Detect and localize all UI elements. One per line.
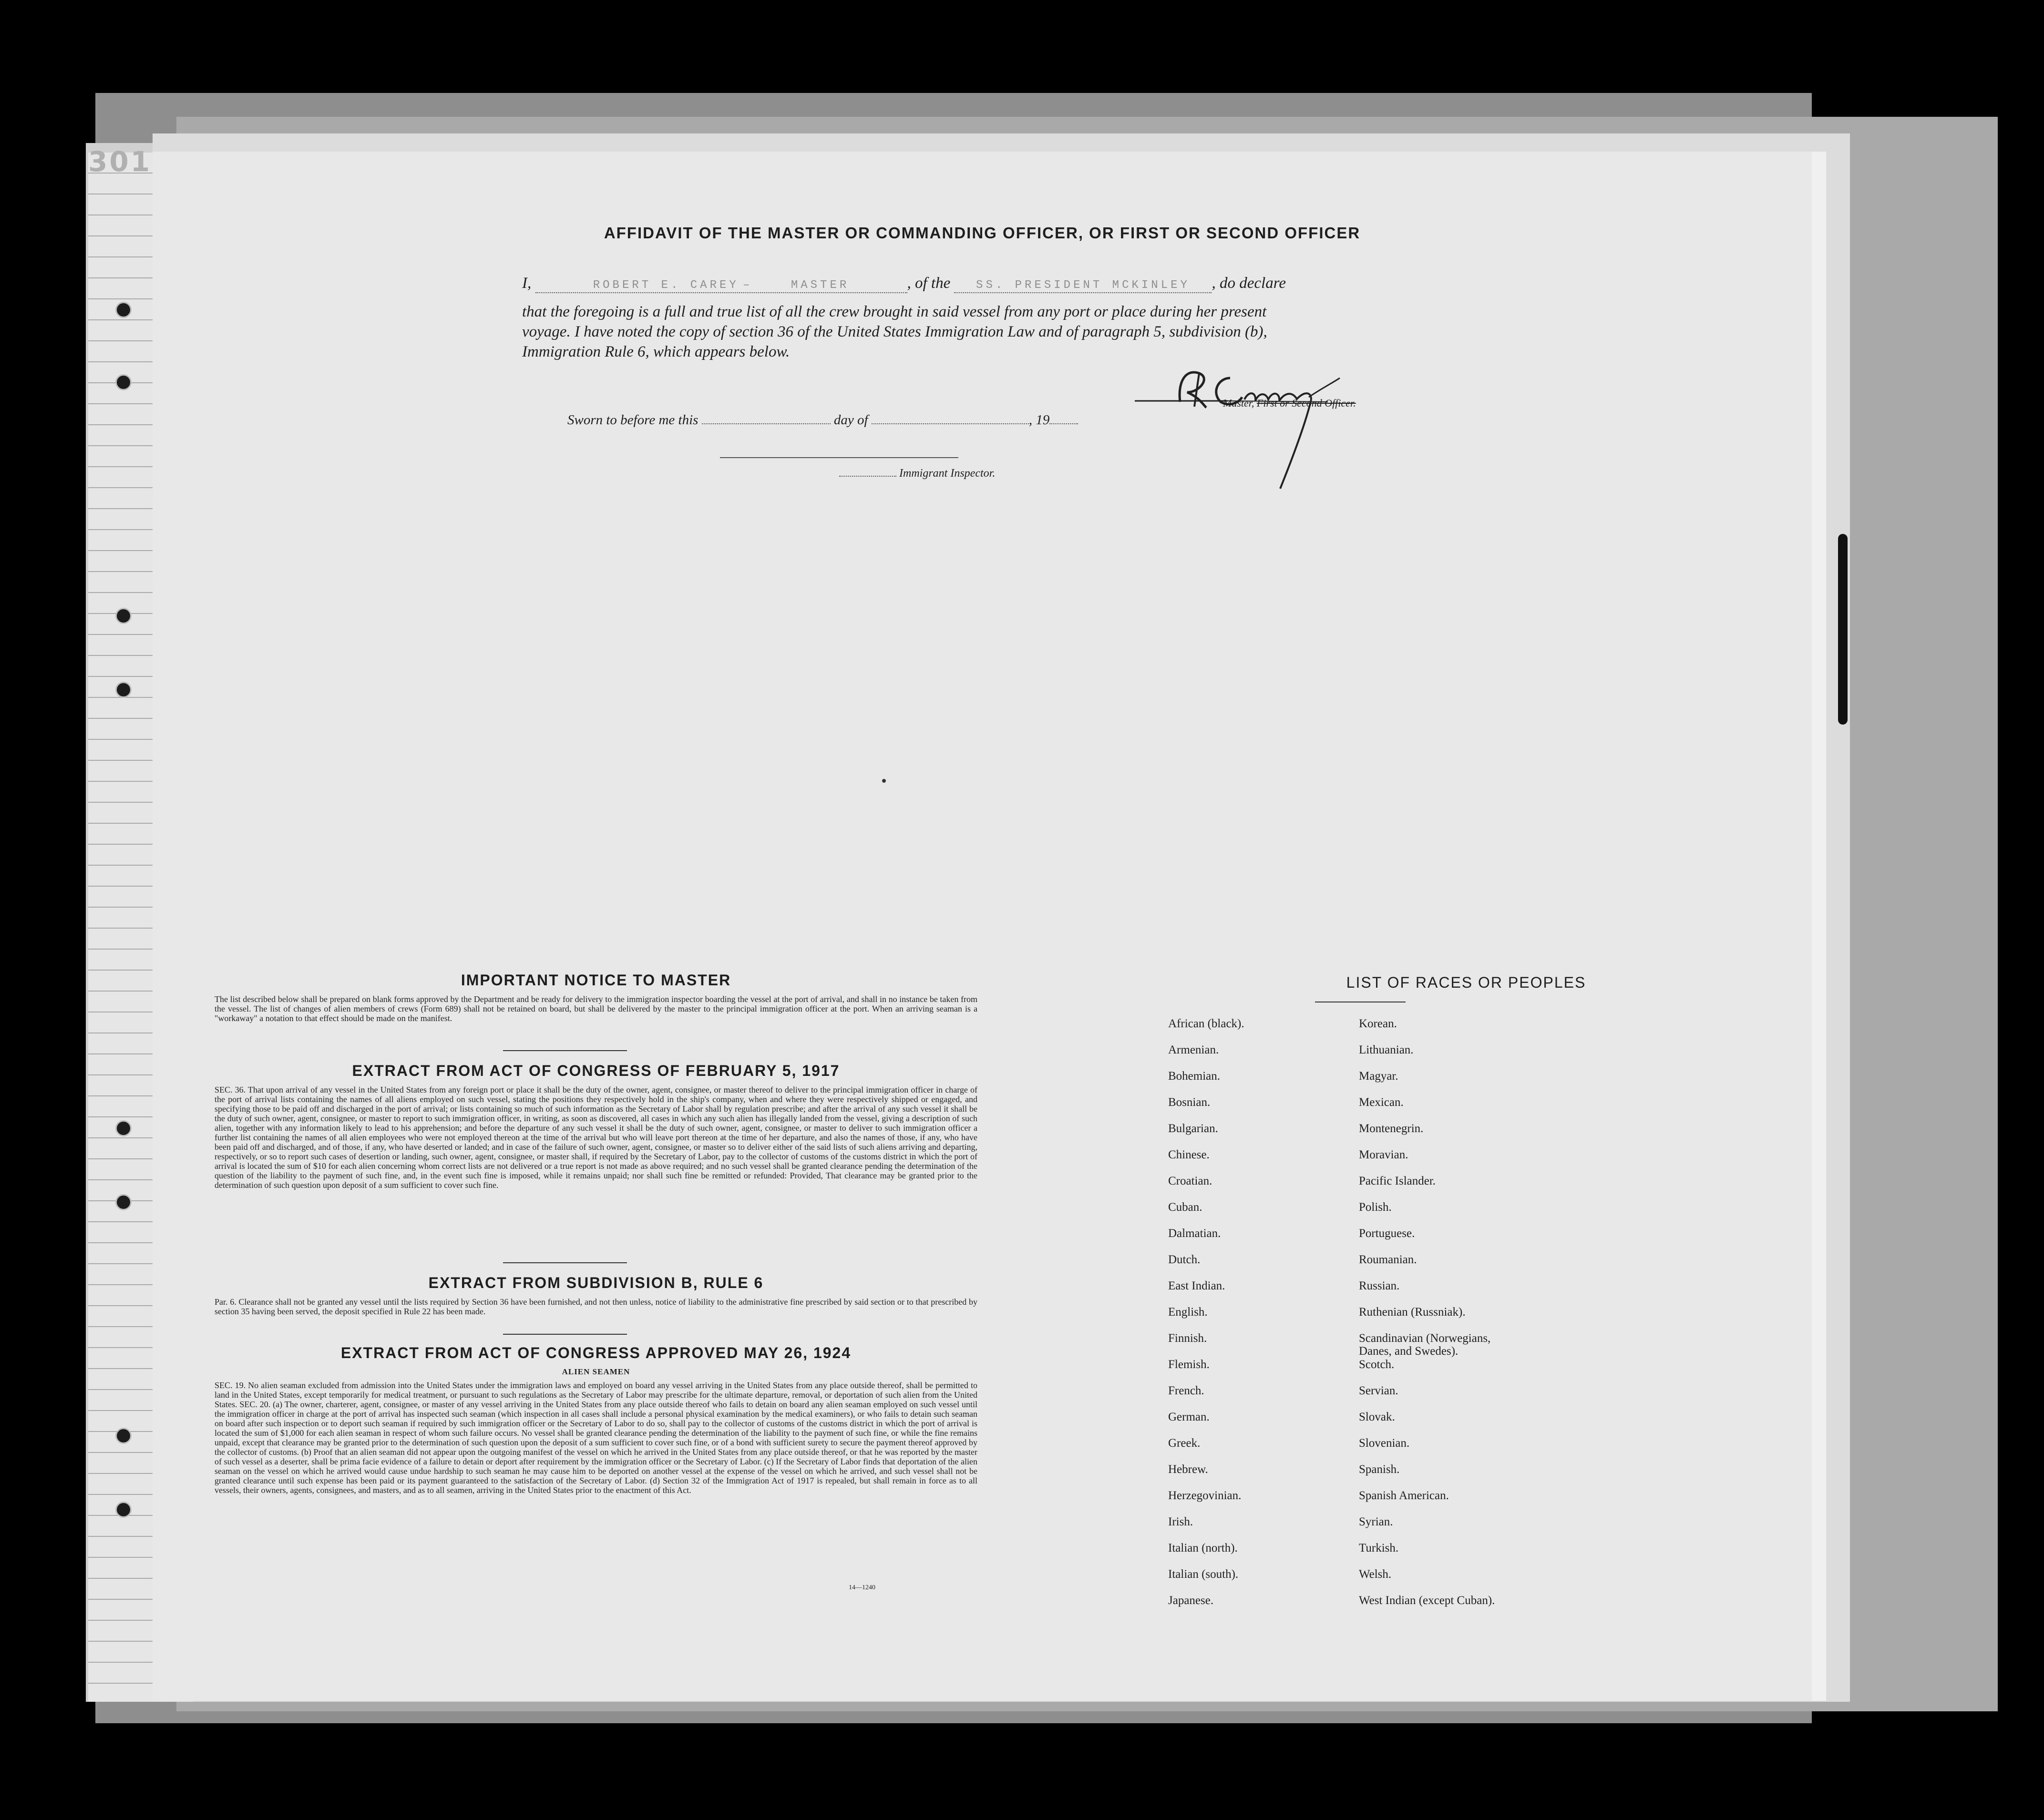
race-item: West Indian (except Cuban). (1359, 1594, 1495, 1607)
punch-hole (115, 1120, 132, 1136)
divider (503, 1050, 627, 1051)
races-title: LIST OF RACES OR PEOPLES (1346, 974, 1586, 991)
race-item: Irish. (1168, 1515, 1193, 1528)
race-item: Spanish American. (1359, 1489, 1449, 1502)
race-item: African (black). (1168, 1017, 1244, 1030)
race-item: Italian (south). (1168, 1568, 1239, 1581)
speck (882, 779, 886, 783)
master-name: ROBERT E. CAREY (593, 279, 739, 292)
punch-hole (115, 1194, 132, 1210)
form-number: 14—1240 (849, 1584, 875, 1591)
race-item: Slovenian. (1359, 1437, 1410, 1450)
divider (503, 1262, 627, 1263)
race-item: Finnish. (1168, 1332, 1207, 1345)
race-item: Dutch. (1168, 1253, 1201, 1266)
manifest-page (153, 152, 1812, 1701)
race-item: Moravian. (1359, 1148, 1408, 1161)
race-item: Flemish. (1168, 1358, 1210, 1371)
affidavit-declaration-line (522, 275, 1286, 293)
of-the-label: , of the (907, 275, 951, 292)
race-item: Mexican. (1359, 1096, 1404, 1109)
extract-rule6-text: Par. 6. Clearance shall not be granted any vessel until the lists required by Section 36 have been furnished, and not then unless, notice of liability to the administrative fine prescribed by said section or to that prescribed by section 35 having been served, the deposit specified in Rule 22 has been made. (215, 1297, 977, 1316)
affidavit-text-line: Immigration Rule 6, which appears below. (522, 343, 790, 360)
race-item: Spanish. (1359, 1463, 1400, 1476)
race-item: Scandinavian (Norwegians, Danes, and Swedes). (1359, 1332, 1491, 1358)
race-item: Croatian. (1168, 1175, 1212, 1187)
race-item: Chinese. (1168, 1148, 1210, 1161)
race-item: Bohemian. (1168, 1070, 1221, 1083)
race-item: Cuban. (1168, 1201, 1202, 1214)
race-item: Scotch. (1359, 1358, 1395, 1371)
race-item: Hebrew. (1168, 1463, 1208, 1476)
extract-1924-text: SEC. 19. No alien seaman excluded from admission into the United States under the immigration laws and employed on board any vessel arriving in the United States from any place outside thereof, shall be permitted to land in the United States, except temporarily for medical treatment, or pursuant to such regulations as the Secretary of Labor may prescribe for the ultimate departure, removal, or deportation of such alien from the United States. SEC. 20. (a) The owner, charterer, agent, consignee, or master of any vessel arriving in the United States from any place outside thereof who fails to detain on board any alien seaman employed on such vessel until the immigration officer in charge at the port of arrival has inspected such seaman (which inspection in all cases shall include a personal physical examination by the medical examiners), or who fails to detain such seaman on board after such inspection or to deport such seaman if required by such immigration officer or the Secretary of Labor to do so, shall pay to the collector of customs of the customs district in which the port of arrival is located the sum of $1,000 for each alien seaman in respect of whom such failure occurs. No vessel shall be granted clearance pending the determination of the liability to the payment of such fine, or while the fine remains unpaid, except that clearance may be granted prior to the determination of such question upon the deposit of a sum sufficient to cover such fine, or of a bond with sufficient surety to secure the payment thereof approved by the collector of customs. (b) Proof that an alien seaman did not appear upon the outgoing manifest of the vessel on which he arrived in the United States from any place outside thereof, or that he was reported by the master of such vessel as a deserter, shall be prima facie evidence of a failure to detain or deport after requirement by the immigration officer or the Secretary of Labor. (c) If the Secretary of Labor finds that deportation of the alien seaman on the vessel on which he arrived would cause undue hardship to such seaman he may cause him to be deported on another vessel at the expense of the vessel on which he arrived, and such vessel shall not be granted clearance until such expense has been paid or its payment guaranteed to the satisfaction of the Secretary of Labor. (d) Section 32 of the Immigration Act of 1917 is repealed, but shall remain in force as to all vessels, their owners, agents, consignees, and masters, and as to all seamen, arriving in the United States prior to the enactment of this Act. (215, 1380, 977, 1495)
race-item: Lithuanian. (1359, 1043, 1414, 1056)
alien-seamen-subtitle: ALIEN SEAMEN (562, 1367, 630, 1376)
punch-hole (115, 374, 132, 390)
race-item: Bosnian. (1168, 1096, 1211, 1109)
punch-hole (115, 682, 132, 698)
punch-hole (115, 1428, 132, 1444)
race-item: Syrian. (1359, 1515, 1393, 1528)
signature-caption: Master, First or Second Officer. (1223, 397, 1356, 409)
race-item: Dalmatian. (1168, 1227, 1221, 1240)
inspector-caption: Immigrant Inspector. (839, 467, 995, 480)
race-item: Herzegovinian. (1168, 1489, 1242, 1502)
struck-title: First or Second Officer. (1256, 397, 1356, 409)
punch-hole (115, 1502, 132, 1518)
race-item: Armenian. (1168, 1043, 1219, 1056)
race-item: Welsh. (1359, 1568, 1392, 1581)
race-item: Pacific Islander. (1359, 1175, 1436, 1187)
divider (503, 1334, 627, 1335)
affidavit-text-line: that the foregoing is a full and true list of all the crew brought in said vessel from any port or place during her present (522, 303, 1267, 320)
race-item: East Indian. (1168, 1279, 1225, 1292)
master-name-field: ROBERT E. CAREY – MASTER (535, 275, 907, 293)
race-item: German. (1168, 1411, 1210, 1423)
race-item: Montenegrin. (1359, 1122, 1424, 1135)
notice-text: The list described below shall be prepared on blank forms approved by the Department and be ready for delivery to the immigration inspector boarding the vessel at the port of arrival, and shall in no instance be taken from the vessel. The list of changes of alien members of crews (Form 689) shall not be retained on board, but shall be delivered by the master to the principal immigration officer at the port. When an arriving seaman is a "workaway" a notation to that effect should be made on the manifest. (215, 994, 977, 1023)
vessel-field (954, 275, 1212, 293)
rank-value: MASTER (791, 279, 850, 292)
extract-1924-title: EXTRACT FROM ACT OF CONGRESS APPROVED MAY 26, 1924 (340, 1344, 852, 1361)
affidavit-text-line: voyage. I have noted the copy of section 36 of the United States Immigration Law and of paragraph 5, subdivision (b), (522, 323, 1267, 340)
sworn-line: Sworn to before me this day of , 19 (567, 412, 1078, 428)
race-item: Portuguese. (1359, 1227, 1415, 1240)
race-item: Russian. (1359, 1279, 1400, 1292)
page-stamp-number: 301 (88, 145, 152, 178)
race-item: Slovak. (1359, 1411, 1395, 1423)
torn-edge (1838, 534, 1848, 725)
affidavit-intro: I, (522, 275, 532, 292)
extract-1917-text: SEC. 36. That upon arrival of any vessel in the United States from any foreign port or place it shall be the duty of the owner, agent, consignee, or master thereof to deliver to the principal immigration officer in charge of the port of arrival lists containing the names of all aliens employed on such vessel, stating the positions they respectively hold in the ship's company, when and where they were respectively shipped or engaged, and specifying those to be paid off and discharged in the port of arrival; or lists containing so much of such information as the Secretary of Labor shall by regulation prescribe; and after the arrival of any such vessel it shall be the duty of such owner, agent, consignee, or master to report to such immigration officer, in writing, as soon as discovered, all cases in which any such alien has illegally landed from the vessel, giving a description of such alien, together with any information likely to lead to his apprehension; and before the departure of any such vessel it shall be the duty of such owner, agent, consignee, or master to deliver to such immigration officer a further list containing the names of all alien employees who were not employed thereon at the time of the arrival but who will leave port thereon at the time of her departure, and also the names of those, if any, who have been paid off and discharged, and of those, if any, who have deserted or landed; and in case of the failure of such owner, agent, consignee, or master so to deliver either of the said lists of such aliens arriving and departing, respectively, or so to report such cases of desertion or landing, such owner, agent, consignee, or master shall, if required by the Secretary of Labor, pay to the collector of customs of the customs district in which the port of arrival is located the sum of $10 for each alien concerning whom correct lists are not delivered or a true report is not made as above required; and no such vessel shall be granted clearance pending the determination of the question of the liability to the payment of such fine, and, in the event such fine is imposed, while it remains unpaid; nor shall such fine be remitted or refunded: Provided, That clearance may be granted prior to the determination of such question upon deposit of a sum sufficient to cover such fine. (215, 1085, 977, 1190)
master-signature (1128, 364, 1395, 516)
race-item: Bulgarian. (1168, 1122, 1218, 1135)
race-item: Turkish. (1359, 1542, 1399, 1554)
race-item: Roumanian. (1359, 1253, 1417, 1266)
race-item: Ruthenian (Russniak). (1359, 1306, 1466, 1319)
race-item: Korean. (1359, 1017, 1397, 1030)
race-item: Greek. (1168, 1437, 1201, 1450)
do-declare-label: , do declare (1212, 275, 1286, 292)
race-item: Magyar. (1359, 1070, 1398, 1083)
punch-hole (115, 302, 132, 318)
inspector-signature-line (720, 457, 958, 458)
notice-title: IMPORTANT NOTICE TO MASTER (461, 971, 731, 989)
race-item: Japanese. (1168, 1594, 1214, 1607)
extract-1917-title: EXTRACT FROM ACT OF CONGRESS OF FEBRUARY 5, 1917 (352, 1062, 840, 1079)
extract-rule6-title: EXTRACT FROM SUBDIVISION B, RULE 6 (428, 1274, 764, 1291)
punch-hole (115, 608, 132, 624)
race-item: Italian (north). (1168, 1542, 1238, 1554)
race-item: English. (1168, 1306, 1208, 1319)
race-item: Polish. (1359, 1201, 1392, 1214)
vessel-name: SS. PRESIDENT MCKINLEY (976, 279, 1190, 292)
affidavit-title: AFFIDAVIT OF THE MASTER OR COMMANDING OFFICER, OR FIRST OR SECOND OFFICER (604, 224, 1361, 242)
race-item: French. (1168, 1384, 1204, 1397)
race-item: Servian. (1359, 1384, 1398, 1397)
